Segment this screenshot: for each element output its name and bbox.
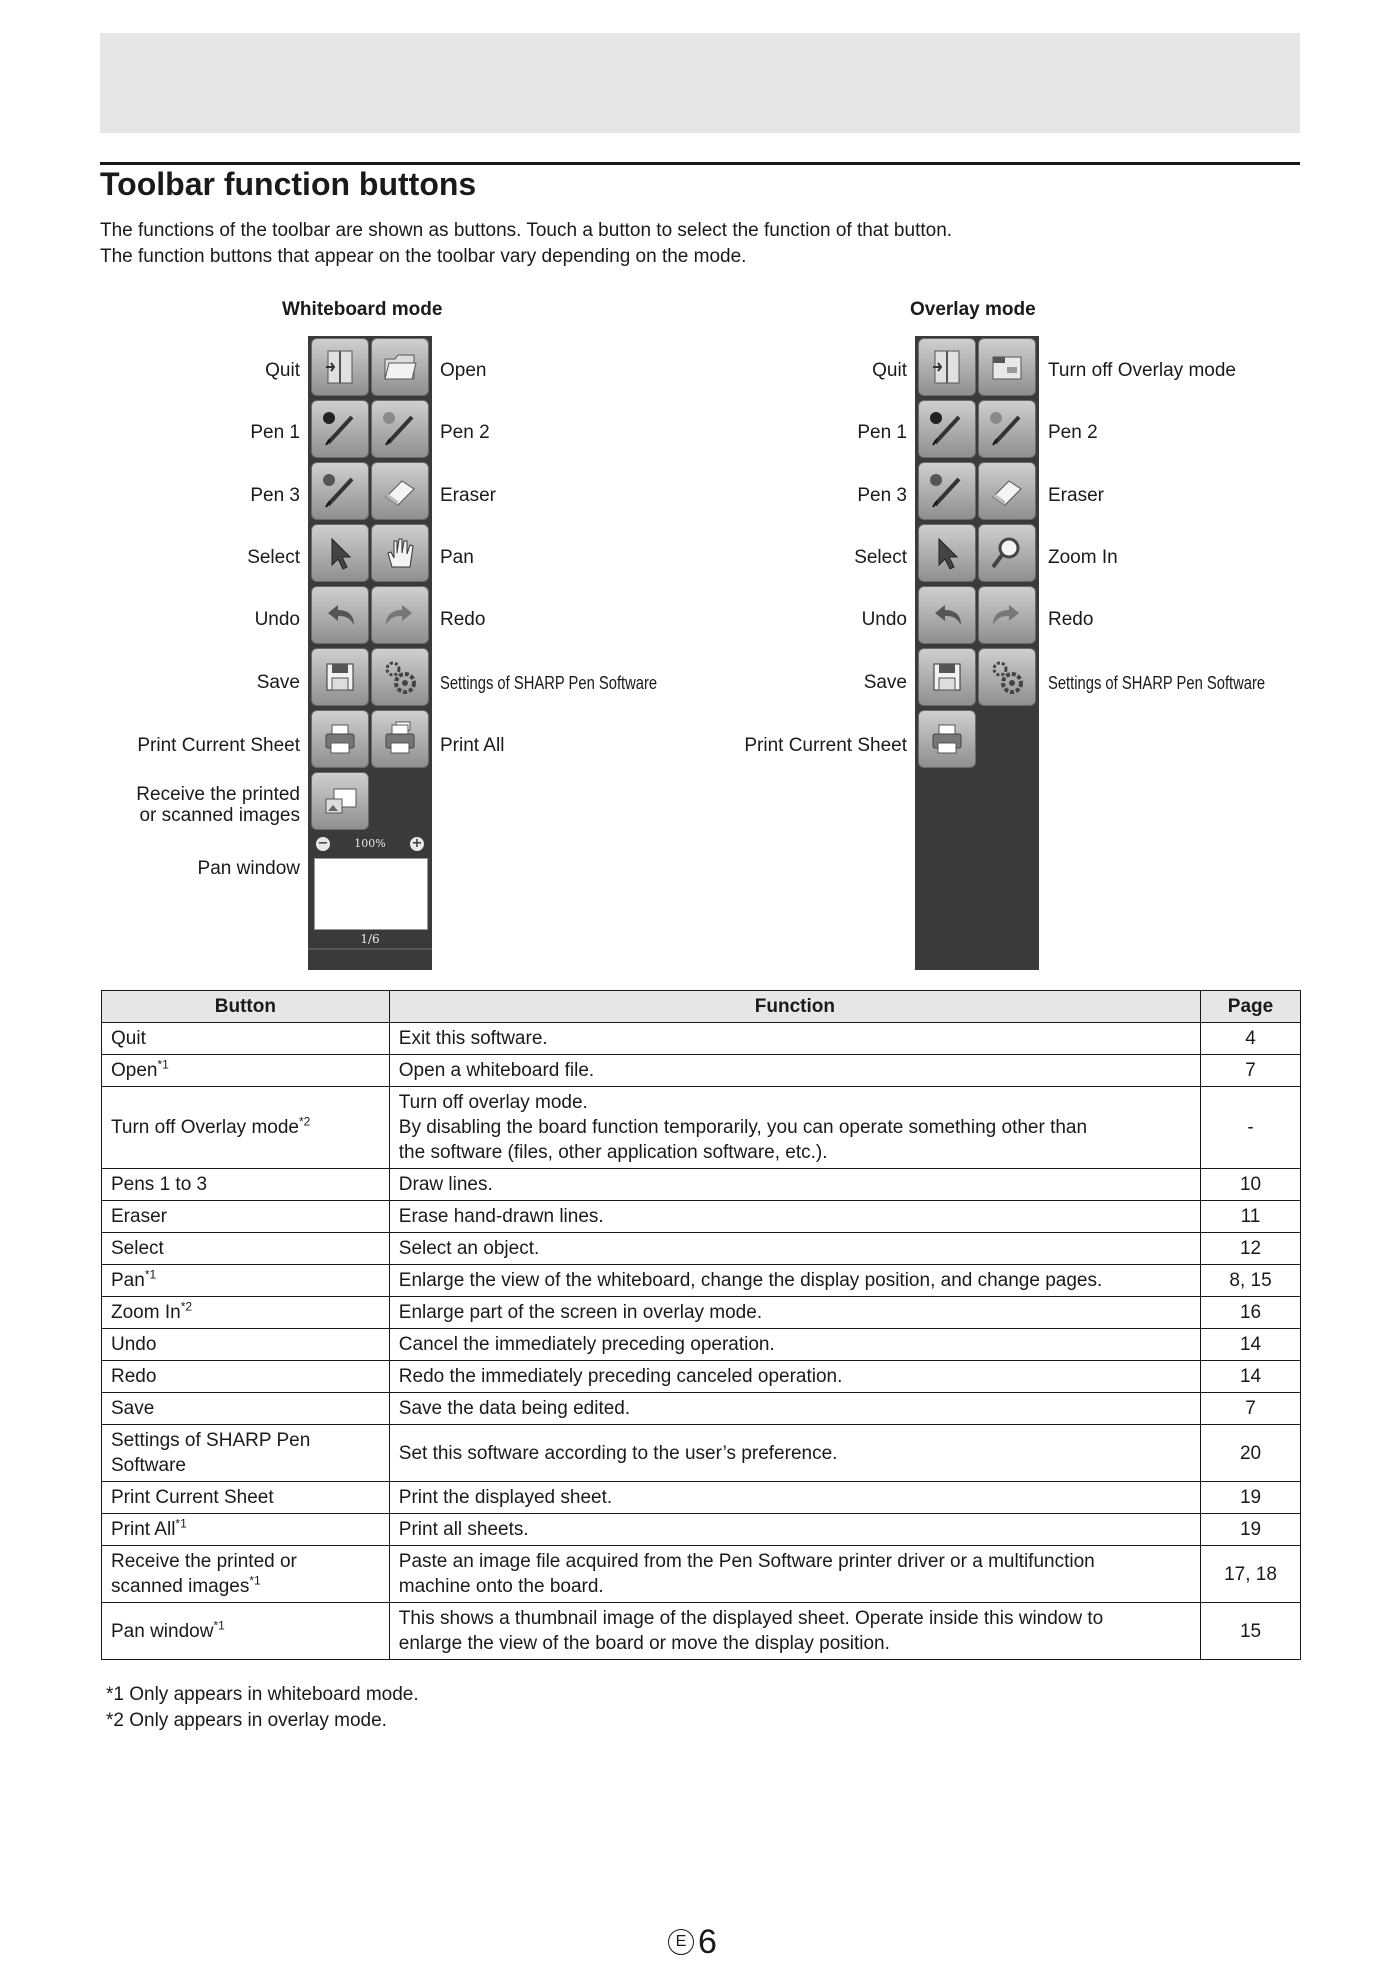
table-row [102, 1425, 1301, 1482]
quit-button[interactable] [311, 338, 369, 396]
table-row [102, 1514, 1301, 1546]
cell-function-text: Open a whiteboard file. [398, 1060, 595, 1081]
ov-settings-button[interactable] [978, 648, 1036, 706]
ov-label-quit: Quit [872, 360, 907, 381]
cell-button [102, 1265, 390, 1297]
language-badge: E [668, 1929, 694, 1955]
page-count: 1/6 [360, 932, 380, 946]
table-row [102, 1361, 1301, 1393]
footnote-ref: *1 [175, 1516, 187, 1531]
footnote-ref: *1 [144, 1267, 157, 1282]
cell-function [389, 1169, 1200, 1201]
cell-page: 10 [1201, 1169, 1301, 1201]
cell-page: 8, 15 [1201, 1265, 1301, 1297]
cell-function [389, 1265, 1200, 1297]
cell-function-text: machine onto the board. [398, 1576, 604, 1597]
ov-label-redo: Redo [1048, 609, 1094, 630]
quit-icon [927, 347, 967, 387]
cell-button-text: Pan [111, 1270, 145, 1291]
footnote: *1 Only appears in whiteboard mode. [106, 1684, 419, 1705]
cell-function-text: enlarge the view of the board or move the display position. [398, 1633, 890, 1654]
table-row [102, 1546, 1301, 1603]
cursor-icon [320, 533, 360, 573]
cell-function-text: Draw lines. [398, 1174, 493, 1195]
cell-function [389, 1023, 1200, 1055]
receive-image-icon [320, 781, 360, 821]
cell-function [389, 1297, 1200, 1329]
intro-line: The functions of the toolbar are shown as buttons. Touch a button to select the function of that button. [100, 220, 953, 241]
pen3-button[interactable] [311, 462, 369, 520]
cell-page: 16 [1201, 1297, 1301, 1329]
gear-icon [380, 657, 420, 697]
cell-function [389, 1393, 1200, 1425]
zoom-bar [312, 836, 428, 852]
cell-function-text: the software (files, other application software, etc.). [398, 1142, 828, 1163]
footnotes [106, 1682, 419, 1734]
cell-page: 4 [1201, 1023, 1301, 1055]
eraser-icon [380, 471, 420, 511]
cell-button-text: Receive the printed or [111, 1551, 297, 1572]
print-all-button[interactable] [371, 710, 429, 768]
ov-select-button[interactable] [918, 524, 976, 582]
whiteboard-toolbar [308, 336, 432, 970]
cell-function [389, 1425, 1200, 1482]
zoom-level: 100% [354, 837, 386, 850]
eraser-icon [987, 471, 1027, 511]
cell-function [389, 1361, 1200, 1393]
cell-button [102, 1233, 390, 1265]
cell-function [389, 1233, 1200, 1265]
cell-button-text: Eraser [111, 1206, 167, 1227]
cell-page: 11 [1201, 1201, 1301, 1233]
ov-label-zoom-in: Zoom In [1048, 547, 1118, 568]
cell-function [389, 1055, 1200, 1087]
pen1-button[interactable] [311, 400, 369, 458]
label-pen3: Pen 3 [250, 485, 300, 506]
cell-button-text: Quit [111, 1028, 146, 1049]
cell-button [102, 1169, 390, 1201]
print-current-button[interactable] [311, 710, 369, 768]
cell-function-text: Exit this software. [398, 1028, 548, 1049]
cell-button [102, 1361, 390, 1393]
header-band [100, 33, 1300, 133]
ov-label-pen1: Pen 1 [857, 422, 907, 443]
label-receive [136, 784, 300, 826]
cell-function-text: Erase hand-drawn lines. [398, 1206, 604, 1227]
label-settings: Settings of SHARP Pen Software [440, 673, 658, 693]
cell-button-text: Pan window [111, 1620, 214, 1642]
page-number-value: 6 [698, 1923, 717, 1961]
receive-images-button[interactable] [311, 772, 369, 830]
pen2-button[interactable] [371, 400, 429, 458]
ov-label-settings: Settings of SHARP Pen Software [1048, 673, 1266, 693]
ov-label-eraser: Eraser [1048, 485, 1104, 506]
table-row [102, 1393, 1301, 1425]
pan-button[interactable] [371, 524, 429, 582]
undo-icon [927, 595, 967, 635]
zoom-in-icon[interactable]: + [411, 836, 423, 851]
label-open: Open [440, 360, 487, 381]
pen-icon [987, 409, 1027, 449]
ov-label-pen2: Pen 2 [1048, 422, 1098, 443]
cell-button-text: Print Current Sheet [111, 1487, 274, 1508]
zoom-out-icon[interactable]: − [317, 836, 329, 851]
printer-stack-icon [380, 719, 420, 759]
intro-text [100, 218, 952, 270]
ov-label-turn-off: Turn off Overlay mode [1048, 360, 1236, 381]
cell-page: 12 [1201, 1233, 1301, 1265]
table-row [102, 1169, 1301, 1201]
ov-label-select: Select [854, 547, 907, 568]
page-number [668, 1922, 717, 1962]
table-row [102, 1023, 1301, 1055]
ov-redo-button[interactable] [978, 586, 1036, 644]
ov-eraser-button[interactable] [978, 462, 1036, 520]
cell-button-text: Turn off Overlay mode [111, 1117, 299, 1138]
cell-page: 20 [1201, 1425, 1301, 1482]
ov-label-save: Save [863, 672, 907, 693]
ov-print-current-button[interactable] [918, 710, 976, 768]
redo-button[interactable] [371, 586, 429, 644]
page-strip [308, 948, 432, 950]
cell-button [102, 1546, 390, 1603]
cell-button-text: Save [111, 1398, 155, 1419]
cell-function-text: Save the data being edited. [398, 1398, 631, 1419]
open-button[interactable] [371, 338, 429, 396]
label-pen1: Pen 1 [250, 422, 300, 443]
cell-function-text: This shows a thumbnail image of the displayed sheet. Operate inside this window to [398, 1608, 1104, 1629]
cell-button [102, 1055, 390, 1087]
cell-button [102, 1297, 390, 1329]
printer-icon [927, 719, 967, 759]
cell-function [389, 1546, 1200, 1603]
printer-icon [320, 719, 360, 759]
settings-button[interactable] [371, 648, 429, 706]
ov-pen3-button[interactable] [918, 462, 976, 520]
table-row [102, 1482, 1301, 1514]
ov-label-undo: Undo [861, 609, 907, 630]
cell-button-text: Software [111, 1455, 186, 1476]
label-pan: Pan [440, 547, 474, 568]
footnote: *2 Only appears in overlay mode. [106, 1710, 387, 1731]
pen-icon [380, 409, 420, 449]
quit-icon [320, 347, 360, 387]
cell-function-text: Print all sheets. [398, 1519, 529, 1540]
whiteboard-mode-title: Whiteboard mode [282, 299, 443, 320]
label-redo: Redo [440, 609, 486, 630]
cell-button [102, 1023, 390, 1055]
gear-icon [987, 657, 1027, 697]
ov-save-button[interactable] [918, 648, 976, 706]
cell-function [389, 1329, 1200, 1361]
pen-icon [320, 409, 360, 449]
intro-line: The function buttons that appear on the toolbar vary depending on the mode. [100, 246, 747, 267]
footnote-ref: *1 [249, 1573, 261, 1588]
table-row [102, 1201, 1301, 1233]
footnote-ref: *2 [180, 1299, 193, 1314]
floppy-icon [927, 657, 967, 697]
label-undo: Undo [254, 609, 300, 630]
cell-page: 14 [1201, 1361, 1301, 1393]
footnote-ref: *1 [213, 1618, 225, 1633]
footnote-ref: *2 [298, 1114, 311, 1129]
label-save: Save [256, 672, 300, 693]
undo-icon [320, 595, 360, 635]
ov-pen1-button[interactable] [918, 400, 976, 458]
overlay-toolbar [915, 336, 1039, 970]
cell-button [102, 1425, 390, 1482]
table-row [102, 1087, 1301, 1169]
table-header-row [102, 991, 1301, 1023]
pen-icon [320, 471, 360, 511]
cell-button-text: Zoom In [111, 1302, 181, 1323]
cell-page: 19 [1201, 1482, 1301, 1514]
cell-function-text: Print the displayed sheet. [398, 1487, 613, 1508]
cell-page: - [1201, 1087, 1301, 1169]
label-pan-window: Pan window [197, 858, 300, 879]
undo-button[interactable] [311, 586, 369, 644]
pan-window[interactable] [314, 858, 428, 930]
overlay-mode-title: Overlay mode [910, 299, 1036, 320]
cell-function [389, 1087, 1200, 1169]
cell-button [102, 1201, 390, 1233]
save-button[interactable] [311, 648, 369, 706]
table-row [102, 1055, 1301, 1087]
cell-button-text: Open [111, 1060, 158, 1081]
cell-button [102, 1393, 390, 1425]
function-table [101, 990, 1301, 1660]
cell-function-text: Set this software according to the user’s preference. [398, 1442, 838, 1464]
redo-icon [987, 595, 1027, 635]
zoom-in-button[interactable] [978, 524, 1036, 582]
cell-button-text: Print All [111, 1519, 176, 1540]
cell-function-text: Turn off overlay mode. [398, 1092, 588, 1113]
label-receive-line: or scanned images [139, 805, 300, 826]
label-quit: Quit [265, 360, 300, 381]
floppy-icon [320, 657, 360, 697]
cell-function-text: Enlarge the view of the whiteboard, change the display position, and change pages. [398, 1270, 1103, 1291]
header-function: Function [389, 991, 1200, 1023]
turn-off-overlay-button[interactable] [978, 338, 1036, 396]
magnifier-icon [987, 533, 1027, 573]
label-print-current: Print Current Sheet [137, 735, 300, 756]
table-row [102, 1329, 1301, 1361]
header-button: Button [102, 991, 390, 1023]
label-pen2: Pen 2 [440, 422, 490, 443]
cell-page: 7 [1201, 1393, 1301, 1425]
header-page: Page [1201, 991, 1301, 1023]
label-print-all: Print All [440, 735, 505, 756]
cell-page: 7 [1201, 1055, 1301, 1087]
cell-button [102, 1514, 390, 1546]
cell-button [102, 1329, 390, 1361]
cell-function-text: Select an object. [398, 1238, 540, 1259]
cell-page: 14 [1201, 1329, 1301, 1361]
table-row [102, 1233, 1301, 1265]
ov-label-pen3: Pen 3 [857, 485, 907, 506]
ov-pen2-button[interactable] [978, 400, 1036, 458]
cell-function [389, 1201, 1200, 1233]
cell-function [389, 1482, 1200, 1514]
pen-icon [927, 471, 967, 511]
label-select: Select [247, 547, 300, 568]
cell-function [389, 1603, 1200, 1660]
cell-function [389, 1514, 1200, 1546]
table-row [102, 1297, 1301, 1329]
cell-button-text: Undo [111, 1334, 157, 1355]
eraser-button[interactable] [371, 462, 429, 520]
hand-icon [380, 533, 420, 573]
cell-button [102, 1087, 390, 1169]
cell-function-text: By disabling the board function temporarily, you can operate something other than [398, 1117, 1088, 1138]
cell-button [102, 1603, 390, 1660]
cell-button-text: Settings of SHARP Pen [111, 1430, 311, 1451]
pen-icon [927, 409, 967, 449]
table-row [102, 1603, 1301, 1660]
select-button[interactable] [311, 524, 369, 582]
cell-button-text: Redo [111, 1366, 157, 1387]
window-icon [987, 347, 1027, 387]
cell-button-text: Select [111, 1238, 164, 1259]
cell-function-text: Redo the immediately preceding canceled operation. [398, 1366, 843, 1387]
cell-page: 19 [1201, 1514, 1301, 1546]
cell-page: 17, 18 [1201, 1546, 1301, 1603]
cursor-icon [927, 533, 967, 573]
cell-button-text: Pens 1 to 3 [111, 1174, 208, 1195]
cell-button [102, 1482, 390, 1514]
footnote-ref: *1 [157, 1057, 169, 1072]
ov-undo-button[interactable] [918, 586, 976, 644]
page-title: Toolbar function buttons [100, 166, 477, 202]
ov-quit-button[interactable] [918, 338, 976, 396]
cell-page: 15 [1201, 1603, 1301, 1660]
cell-function-text: Cancel the immediately preceding operation. [398, 1334, 775, 1355]
cell-function-text: Enlarge part of the screen in overlay mode. [398, 1302, 763, 1323]
cell-button-text: scanned images [111, 1576, 250, 1597]
label-eraser: Eraser [440, 485, 496, 506]
cell-function-text: Paste an image file acquired from the Pen Software printer driver or a multifunction [398, 1551, 1095, 1572]
folder-icon [380, 347, 420, 387]
table-row [102, 1265, 1301, 1297]
label-receive-line: Receive the printed [136, 784, 300, 805]
ov-label-print-current: Print Current Sheet [744, 735, 907, 756]
redo-icon [380, 595, 420, 635]
